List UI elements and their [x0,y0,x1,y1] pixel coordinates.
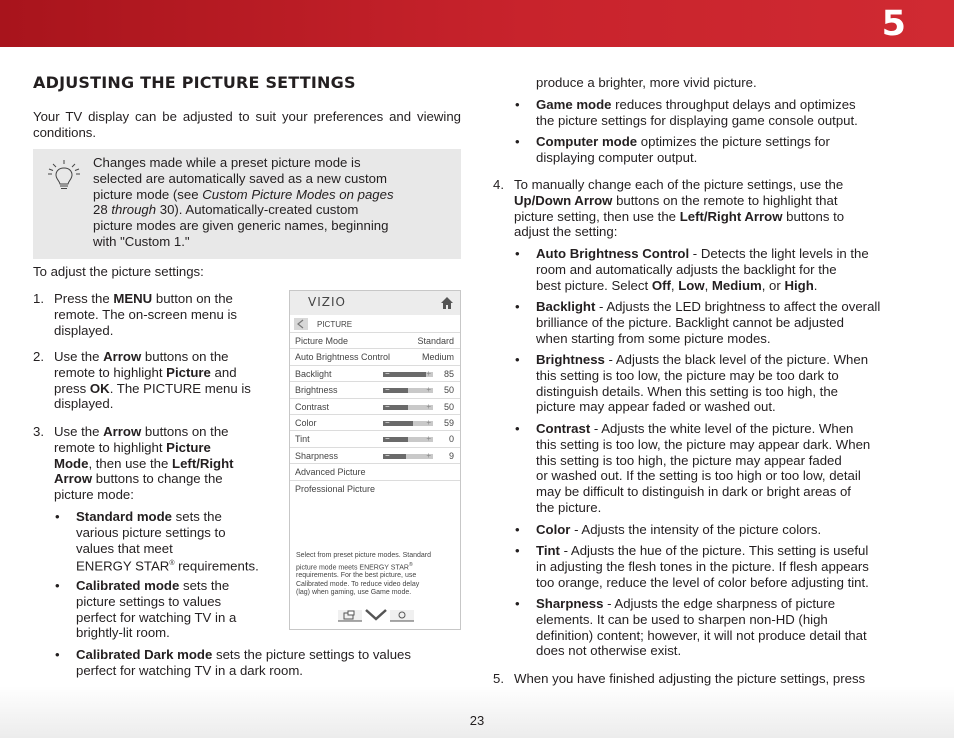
tv-menu-section-title: PICTURE [317,320,353,329]
tv-menu-slider [383,418,433,427]
tv-menu-row-value: Standard [417,336,454,346]
tv-menu-row-label: Color [295,418,317,428]
plus-icon: + [426,368,431,378]
minus-icon: − [385,385,390,395]
tv-menu-row-label: Picture Mode [295,336,349,346]
plus-icon: + [426,450,431,460]
section-heading: ADJUSTING THE PICTURE SETTINGS [33,73,356,92]
plus-icon: + [426,418,431,427]
tip-line: with "Custom 1." [93,233,190,249]
tv-menu-row[interactable] [290,480,460,496]
tip-text [93,155,449,250]
tv-menu-row-value: 85 [443,368,454,379]
chapter-header-bar [0,0,954,47]
tv-menu-row-value: Medium [421,352,454,363]
home-icon [438,295,456,311]
tip-line: picture mode (see Custom Picture Modes on pages [93,186,394,202]
tv-menu-slider [383,368,433,378]
tv-menu-row[interactable] [290,398,460,414]
tv-menu-row-label: Tint [295,434,310,445]
tv-picture-menu [289,290,461,630]
tip-box [33,149,461,259]
page-footer [0,686,954,738]
tv-menu-row-label: Advanced Picture [295,467,366,478]
page-number: 23 [469,713,485,728]
tip-line: 28 through 30). Automatically-created custom [93,202,359,218]
tv-menu-slider [383,434,433,444]
tv-menu-row-value: 50 [443,385,454,396]
tv-menu-row[interactable] [290,463,460,479]
tv-menu-slider [383,450,433,460]
tip-line: Changes made while a preset picture mode is [93,155,361,170]
tv-menu-nav-icons [334,607,418,623]
tv-menu-header [290,291,460,315]
chapter-number: 5 [881,4,906,44]
minus-icon: − [385,434,390,444]
tv-menu-row-label: Contrast [295,401,330,412]
tv-menu-slider [383,401,433,411]
tv-menu-row[interactable] [290,381,460,397]
tv-menu-row-label: Backlight [295,368,332,379]
vivid-mode-continued: produce a brighter, more vivid picture. [536,75,757,90]
minus-icon: − [385,450,390,460]
tv-menu-row[interactable] [290,414,460,430]
tv-menu-row-value: 9 [448,450,454,461]
tv-menu-description: Select from preset picture modes. Standard picture mode meets ENERGY STAR® requirements. For the best picture, use Calibrated mode. To reduce video delay (lag) when gaming, use Game mode. [296,552,432,597]
tv-menu-row[interactable] [290,430,460,446]
tip-line: picture modes are given generic names, beginning [93,218,389,234]
plus-icon: + [426,401,431,411]
plus-icon: + [426,385,431,395]
tv-menu-row-label: Professional Picture [295,483,376,494]
minus-icon: − [385,401,390,411]
tv-menu-slider [383,385,433,395]
plus-icon: + [426,434,431,444]
tv-menu-row-value: 0 [448,434,454,445]
tv-menu-row-label: Brightness [295,385,338,396]
tv-menu-row-label: Sharpness [295,450,339,461]
vizio-logo: VIZIO [308,295,346,309]
tv-menu-row[interactable] [290,447,460,463]
lightbulb-icon [47,159,81,195]
tip-line: selected are automatically saved as a new custom [93,170,387,186]
intro-paragraph: Your TV display can be adjusted to suit your preferences and viewing conditions. [33,109,461,140]
tv-menu-row[interactable] [290,348,460,364]
minus-icon: − [385,418,390,427]
tv-menu-row-label: Auto Brightness Control [295,352,391,363]
tv-menu-row-value: 50 [443,401,454,412]
minus-icon: − [385,368,390,378]
tv-menu-row[interactable] [290,332,460,348]
tv-menu-row[interactable] [290,365,460,381]
tv-menu-row-value: 59 [443,418,454,428]
to-adjust-text: To adjust the picture settings: [33,264,204,279]
back-arrow-icon [294,318,308,330]
